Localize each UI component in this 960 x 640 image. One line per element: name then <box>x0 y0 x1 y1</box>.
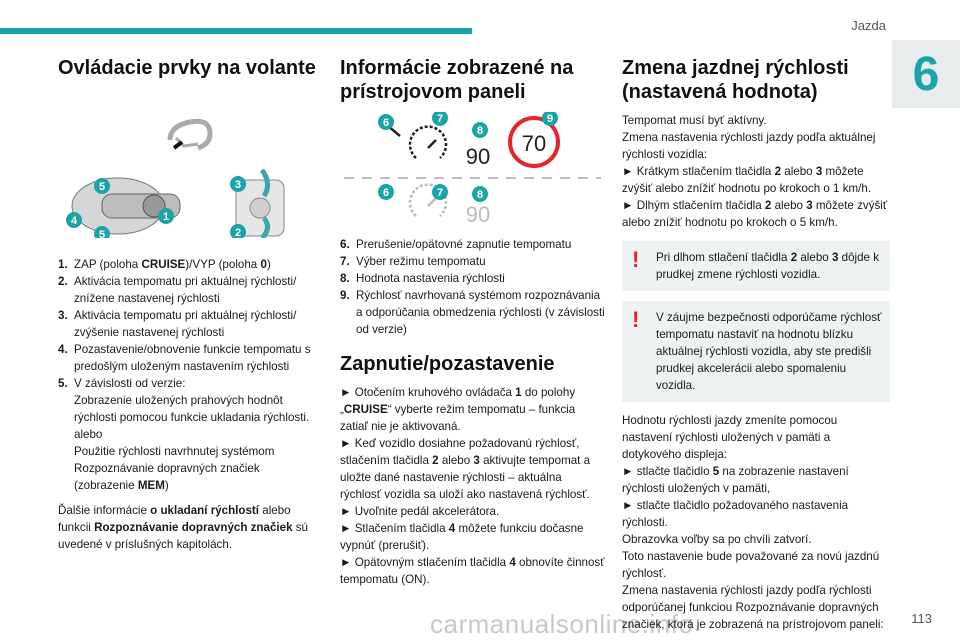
warning-box: ! V záujme bezpečnosti odporúčame rýchlosť tempomatu nastaviť na hodnotu blízku aktuálnej rýchlosti vozidla, aby ste predišli prudkej akcelerácii alebo spomaleniu vozidla. <box>622 301 890 402</box>
paragraph: ► stlačte tlačidlo 5 na zobrazenie nastavení rýchlosti uložených v pamäti, <box>622 465 849 495</box>
page-number: 113 <box>911 611 932 626</box>
paragraph: ► stlačte tlačidlo požadovaného nastavenia rýchlosti. <box>622 499 849 529</box>
column-display-info <box>340 56 605 588</box>
set-speed-value-inactive: 90 <box>465 202 491 227</box>
paragraph: ► Opätovným stlačením tlačidla 4 obnovíte činnosť tempomatu (ON). <box>340 556 605 586</box>
warning-box: ! Pri dlhom stlačení tlačidla 2 alebo 3 dôjde k prudkej zmene rýchlosti vozidla. <box>622 241 890 291</box>
cruise-stalk-illustration <box>72 178 180 234</box>
list-item: 7. Výber režimu tempomatu <box>340 255 486 268</box>
column-change-speed <box>622 56 890 633</box>
list-item: 1. ZAP (poloha CRUISE)/VYP (poloha 0) <box>58 258 271 271</box>
instrument-display-illustration <box>340 112 605 232</box>
paragraph: ► Dlhým stlačením tlačidla 2 alebo 3 môžete zvýšiť alebo znížiť hodnotu po krokoch o 5 km/h. <box>622 199 888 229</box>
list-item: 4. Pozastavenie/obnovenie funkcie tempomatu s predošlým uloženým nastavením rýchlosti <box>58 343 311 373</box>
chapter-tab <box>892 40 960 108</box>
badge-2: 2 <box>234 227 242 238</box>
speedometer-icon-active <box>388 126 446 158</box>
warning-icon: ! <box>632 247 640 272</box>
paragraph: ► Uvoľnite pedál akcelerátora. <box>340 505 500 518</box>
badge-9: 9 <box>546 113 554 125</box>
heading-change-speed: Zmena jazdnej rýchlosti (nastavená hodnota) <box>622 57 849 103</box>
badge-3: 3 <box>234 179 242 191</box>
paragraph: Hodnotu rýchlosti jazdy zmeníte pomocou nastavení rýchlosti uložených v pamäti a dotykového displeja: <box>622 414 838 461</box>
list-item: 5. V závislosti od verzie: Zobrazenie uložených prahových hodnôt rýchlosti pomocou funkcie ukladania rýchlosti. alebo Použitie rýchlosti navrhnutej systémom Rozpoznávanie dopravných značiek (zobrazenie MEM) <box>58 377 310 492</box>
paragraph: Tempomat musí byť aktívny. <box>622 114 767 127</box>
list-item: 3. Aktivácia tempomatu pri aktuálnej rýchlosti/ zvýšenie nastavenej rýchlosti <box>58 309 297 339</box>
badge-7: 7 <box>436 113 444 125</box>
badge-1: 1 <box>162 211 170 223</box>
badge-5-top: 5 <box>98 181 106 193</box>
paragraph: ► Krátkym stlačením tlačidla 2 alebo 3 môžete zvýšiť alebo znížiť hodnotu po krokoch o 1 km/h. <box>622 165 872 195</box>
paragraph: Zmena nastavenia rýchlosti jazdy podľa aktuálnej rýchlosti vozidla: <box>622 131 876 161</box>
heading-display-info: Informácie zobrazené na prístrojovom paneli <box>340 57 574 103</box>
column-steering-controls <box>58 56 326 553</box>
badge-4: 4 <box>70 215 78 227</box>
list-item: 2. Aktivácia tempomatu pri aktuálnej rýchlosti/ znížene nastavenej rýchlosti <box>58 275 297 305</box>
steering-controls-illustration <box>58 88 326 238</box>
paragraph: ► Stlačením tlačidla 4 môžete funkciu dočasne vypnúť (prerušiť). <box>340 522 584 552</box>
heading-enable-pause: Zapnutie/pozastavenie <box>340 353 555 375</box>
set-speed-value: 90 <box>465 144 491 169</box>
paragraph: Zmena nastavenia rýchlosti jazdy podľa rýchlosti odporúčanej funkciou Rozpoznávanie dopravných značiek, ktorá je zobrazená na prístrojovom paneli: <box>622 584 884 631</box>
badge-5-bottom: 5 <box>98 229 106 238</box>
control-list <box>58 256 326 494</box>
heading-steering-controls: Ovládacie prvky na volante <box>58 57 316 79</box>
header-bar <box>0 28 472 34</box>
chapter-number: 6 <box>912 47 940 101</box>
list-item: 9. Rýchlosť navrhovaná systémom rozpoznávania a odporúčania obmedzenia rýchlosti (v závislosti od verzie) <box>340 289 605 336</box>
paragraph: ► Keď vozidlo dosiahne požadovanú rýchlosť, stlačením tlačidla 2 alebo 3 aktivujte tempomat a uložte dané nastavenie rýchlosti – aktuálna rýchlosť vozidla sa uloží ako nastavená rýchlosť. <box>340 437 591 501</box>
badge-6-lower: 6 <box>382 187 390 199</box>
badge-8-lower: 8 <box>476 189 484 201</box>
speed-limit-value: 70 <box>521 131 547 156</box>
list-item: 6. Prerušenie/opätovné zapnutie tempomatu <box>340 238 572 251</box>
paragraph: ► Otočením kruhového ovládača 1 do polohy „CRUISE“ vyberte režim tempomatu – funkcia zatiaľ nie je aktivovaná. <box>340 386 576 433</box>
watermark: carmanualsonline.info <box>430 609 694 639</box>
display-info-list <box>340 236 605 338</box>
warning-icon: ! <box>632 307 640 332</box>
badge-8: 8 <box>476 125 484 137</box>
footer-paragraph: Ďalšie informácie o ukladaní rýchlostí alebo funkcii Rozpoznávanie dopravných značiek sú uvedené v príslušných kapitolách. <box>58 504 308 551</box>
badge-7-lower: 7 <box>436 187 444 199</box>
section-title: Jazda <box>851 18 886 33</box>
badge-6: 6 <box>382 117 390 129</box>
steering-wheel-icon <box>170 121 210 148</box>
paragraph: Toto nastavenie bude považované za novú jazdnú rýchlosť. <box>622 550 880 580</box>
paragraph: Obrazovka voľby sa po chvíli zatvorí. <box>622 533 812 546</box>
list-item: 8. Hodnota nastavenia rýchlosti <box>340 272 505 285</box>
